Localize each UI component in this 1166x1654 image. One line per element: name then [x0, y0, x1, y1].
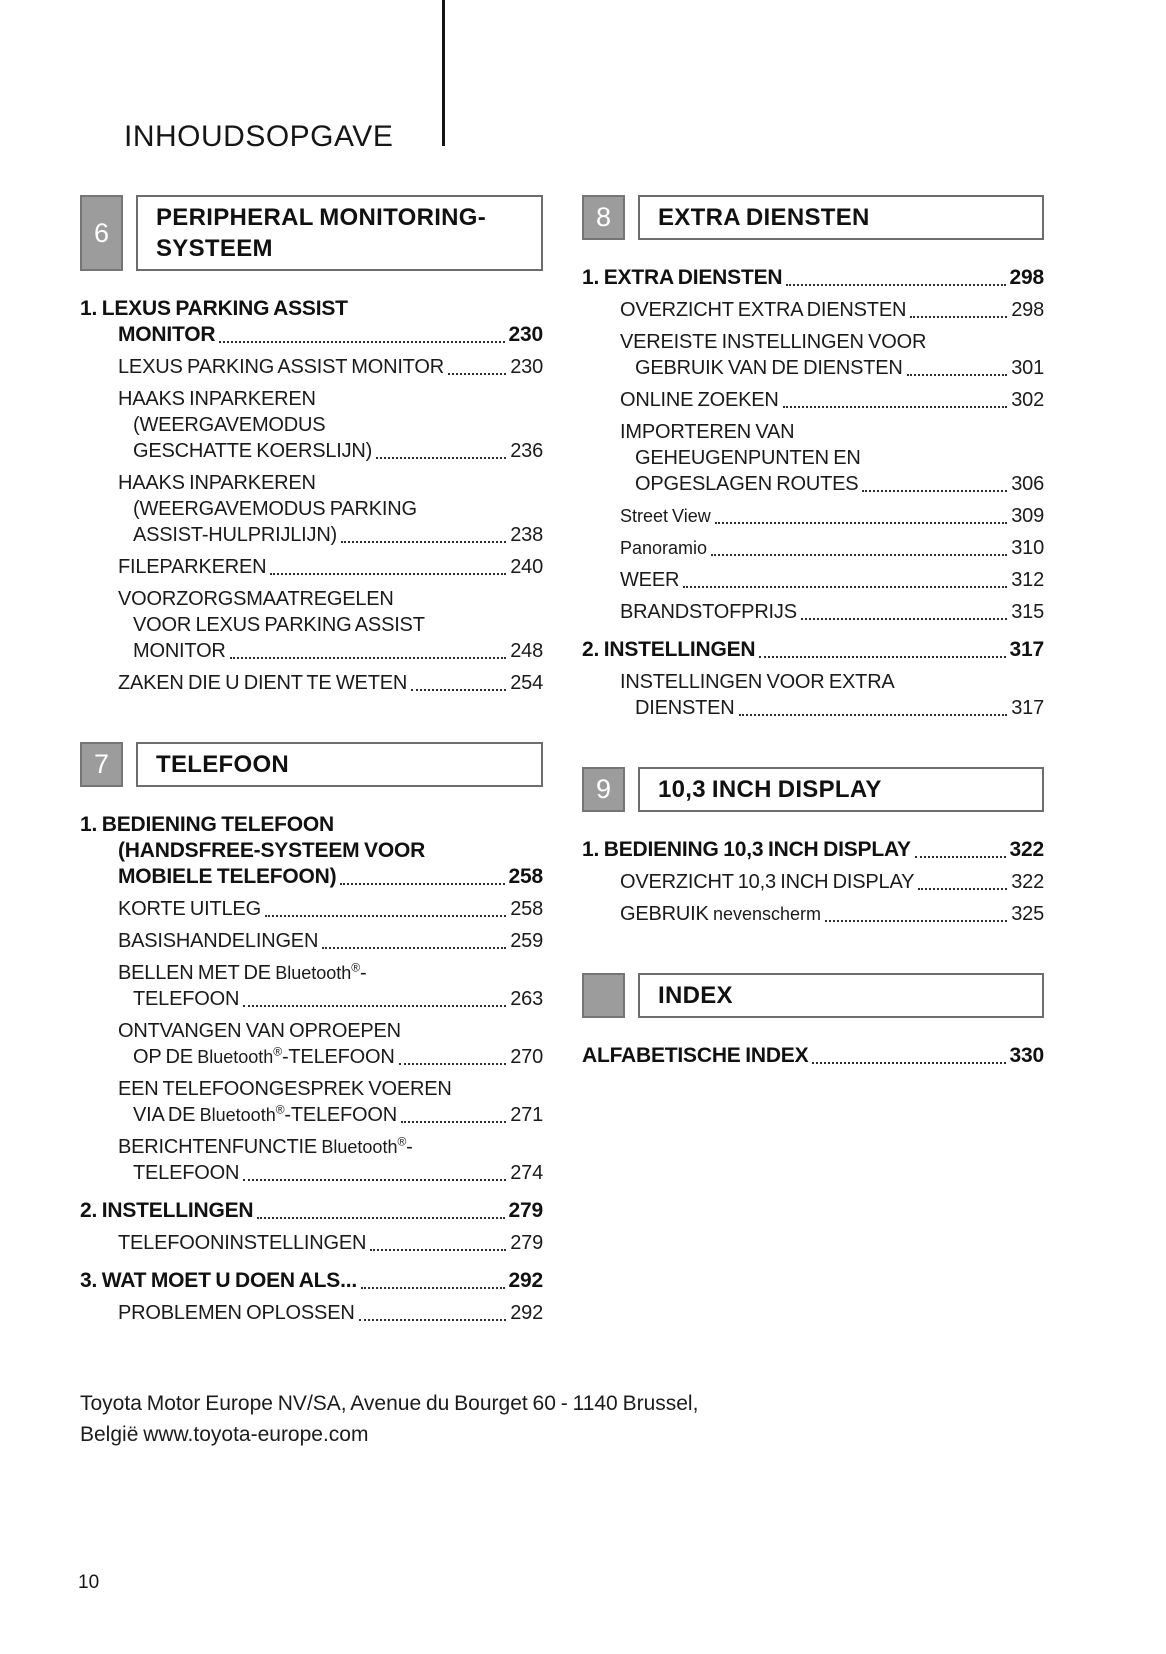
entry-text-segment: BERICHTENFUNCTIE — [118, 1136, 322, 1158]
leader-dots — [370, 1248, 506, 1251]
entry-text-segment: 1. BEDIENING TELEFOON — [80, 813, 334, 836]
entry-page-number: 270 — [510, 1046, 543, 1068]
entry-line — [118, 1134, 543, 1160]
entry-text-segment: VIA DE — [133, 1104, 200, 1126]
entry-text-segment: Bluetooth — [321, 1137, 398, 1157]
section-number-tab: 7 — [80, 742, 123, 787]
entry-text — [582, 1043, 808, 1069]
entry-text-segment: TELEFOON — [133, 1162, 240, 1184]
entry-text-segment: ZAKEN DIE U DIENT TE WETEN — [118, 672, 408, 694]
section-number-tab: 9 — [582, 767, 625, 812]
entry-line — [582, 1043, 1044, 1069]
entry-text-segment: OVERZICHT EXTRA DIENSTEN — [620, 299, 907, 321]
entry-text — [118, 322, 215, 348]
entry-text — [133, 498, 417, 520]
entry-line — [118, 470, 543, 496]
entry-page-number: 236 — [510, 440, 543, 462]
leader-dots — [359, 1318, 507, 1321]
entry-line — [118, 412, 543, 438]
toc-entry — [80, 960, 543, 1012]
entry-line — [620, 695, 1044, 721]
entry-line — [118, 1160, 543, 1186]
entry-text-segment: - — [359, 962, 367, 984]
leader-dots — [786, 283, 1005, 286]
entry-text — [620, 503, 711, 529]
leader-dots — [341, 540, 506, 543]
section-title-box — [136, 195, 543, 271]
leader-dots — [401, 1120, 506, 1123]
entry-text — [620, 599, 797, 625]
entry-text-segment: 1. LEXUS PARKING ASSIST — [80, 297, 348, 320]
entry-page-number: 322 — [1011, 871, 1044, 893]
toc-entry — [582, 599, 1044, 625]
entry-text-segment: VEREISTE INSTELLINGEN VOOR — [620, 331, 927, 353]
entry-text — [582, 837, 911, 863]
leader-dots — [910, 315, 1007, 318]
leader-dots — [243, 1004, 506, 1007]
entry-line — [80, 1268, 543, 1294]
section-title-line: PERIPHERAL MONITORING- — [156, 204, 487, 231]
toc-section — [80, 195, 543, 696]
entry-text-segment: MONITOR — [118, 323, 216, 346]
entry-text — [80, 1268, 357, 1294]
entry-text-segment: DIENSTEN — [635, 697, 735, 719]
entry-text-segment: (WEERGAVEMODUS PARKING — [133, 498, 417, 520]
entry-text-segment: KORTE UITLEG — [118, 898, 261, 920]
entry-text-segment: -TELEFOON — [284, 1104, 398, 1126]
leader-dots — [257, 1216, 504, 1219]
section-blank-tab — [582, 973, 625, 1018]
section-title-line: INDEX — [658, 982, 733, 1009]
entry-page-number: 302 — [1011, 389, 1044, 411]
section-header — [80, 742, 543, 787]
section-title-line: TELEFOON — [156, 751, 290, 778]
entry-text-segment: ASSIST-HULPRIJLIJN) — [133, 524, 338, 546]
entry-text — [118, 864, 336, 890]
entry-line — [620, 355, 1044, 381]
entry-text-segment: WEER — [620, 569, 680, 591]
toc-section — [582, 195, 1044, 721]
entry-text — [133, 638, 226, 664]
entry-text-segment: HAAKS INPARKEREN — [118, 472, 316, 494]
entry-text — [620, 671, 895, 693]
entry-text — [118, 472, 316, 494]
registered-trademark-symbol: ® — [273, 1044, 282, 1059]
entry-text — [635, 355, 903, 381]
entry-text-segment: Street View — [620, 506, 711, 526]
entry-page-number: 238 — [510, 524, 543, 546]
entry-page-number: 259 — [510, 930, 543, 952]
publisher-address-line1: Toyota Motor Europe NV/SA, Avenue du Bourget 60 - 1140 Brussel, — [80, 1392, 699, 1415]
entry-text-segment: TELEFOONINSTELLINGEN — [118, 1232, 367, 1254]
entry-page-number: 298 — [1011, 299, 1044, 321]
entry-text — [133, 414, 325, 436]
entry-line — [620, 901, 1044, 927]
entry-text-segment: BRANDSTOFPRIJS — [620, 601, 797, 623]
entry-text-segment: INSTELLINGEN VOOR EXTRA — [620, 671, 895, 693]
leader-dots — [918, 887, 1007, 890]
toc-entry — [582, 503, 1044, 529]
toc-entry — [80, 1076, 543, 1128]
toc-entry — [582, 329, 1044, 381]
leader-dots — [759, 655, 1005, 658]
entry-line — [620, 445, 1044, 471]
entry-text-segment: BASISHANDELINGEN — [118, 930, 319, 952]
entry-line — [118, 586, 543, 612]
leader-dots — [783, 405, 1008, 408]
toc-entry — [80, 296, 543, 348]
toc-entry — [80, 354, 543, 380]
section-title-box — [638, 973, 1044, 1018]
entry-text — [620, 297, 906, 323]
entry-text-segment: ONLINE ZOEKEN — [620, 389, 779, 411]
entry-text — [620, 535, 707, 561]
leader-dots — [322, 946, 506, 949]
entry-text-segment: MOBIELE TELEFOON) — [118, 865, 337, 888]
entry-line — [620, 471, 1044, 497]
toc-entry — [80, 554, 543, 580]
leader-dots — [907, 373, 1008, 376]
page-title: INHOUDSOPGAVE — [124, 120, 394, 154]
toc-entry — [80, 1018, 543, 1070]
entry-line — [582, 837, 1044, 863]
entry-text — [118, 1136, 413, 1158]
toc-entry — [80, 1268, 543, 1294]
entry-line — [620, 669, 1044, 695]
entry-line — [118, 1044, 543, 1070]
entry-text — [118, 388, 316, 410]
entry-text-segment: - — [406, 1136, 413, 1158]
publisher-address-line2: België www.toyota-europe.com — [80, 1423, 369, 1446]
entry-page-number: 322 — [1009, 838, 1044, 861]
leader-dots — [376, 456, 506, 459]
entry-text-segment: nevenscherm — [712, 904, 822, 924]
registered-trademark-symbol: ® — [351, 960, 360, 975]
entry-page-number: 292 — [508, 1269, 543, 1292]
section-header — [582, 195, 1044, 240]
registered-trademark-symbol: ® — [275, 1102, 285, 1117]
entry-line — [620, 535, 1044, 561]
entry-text-segment: VOORZORGSMAATREGELEN — [118, 588, 394, 610]
toc-entry — [80, 812, 543, 890]
toc-entry — [80, 386, 543, 464]
toc-entry — [582, 869, 1044, 895]
page-number: 10 — [78, 1572, 100, 1593]
section-header — [582, 973, 1044, 1018]
leader-dots — [739, 713, 1008, 716]
toc-entry — [582, 297, 1044, 323]
toc-entry — [80, 896, 543, 922]
entry-line — [582, 265, 1044, 291]
entry-text-segment: GEBRUIK VAN DE DIENSTEN — [635, 357, 903, 379]
leader-dots — [270, 572, 506, 575]
entry-page-number: 292 — [510, 1302, 543, 1324]
entry-page-number: 271 — [510, 1104, 543, 1126]
entry-page-number: 230 — [508, 323, 543, 346]
section-number-tab: 8 — [582, 195, 625, 240]
toc-section — [582, 973, 1044, 1069]
leader-dots — [340, 882, 504, 885]
entry-text-segment: Panoramio — [620, 538, 708, 558]
section-title-box — [136, 742, 543, 787]
section-title-line: SYSTEEM — [156, 235, 273, 262]
entry-text — [118, 1230, 366, 1256]
entry-text — [118, 962, 366, 984]
toc-entry — [582, 265, 1044, 291]
entry-page-number: 230 — [510, 356, 543, 378]
toc-entry — [80, 1230, 543, 1256]
entry-text — [133, 614, 425, 636]
entry-text — [118, 1300, 355, 1326]
entry-text — [582, 637, 755, 663]
entry-line — [118, 354, 543, 380]
entry-text-segment: ONTVANGEN VAN OPROEPEN — [118, 1020, 401, 1042]
entry-text — [118, 554, 266, 580]
leader-dots — [399, 1062, 507, 1065]
entry-line — [620, 297, 1044, 323]
entry-line — [118, 612, 543, 638]
entry-text-segment: GEBRUIK — [620, 903, 713, 925]
entry-page-number: 298 — [1009, 266, 1044, 289]
entry-line — [118, 1102, 543, 1128]
entry-text — [133, 522, 337, 548]
entry-text — [118, 354, 444, 380]
entry-page-number: 317 — [1009, 638, 1044, 661]
entry-text — [635, 447, 861, 469]
entry-text-segment: OVERZICHT 10,3 INCH DISPLAY — [620, 871, 915, 893]
entry-text-segment: (HANDSFREE-SYSTEEM VOOR — [118, 839, 426, 862]
entry-page-number: 301 — [1011, 357, 1044, 379]
entry-line — [118, 554, 543, 580]
entry-text-segment: 1. BEDIENING 10,3 INCH DISPLAY — [582, 838, 911, 861]
toc-section — [582, 767, 1044, 927]
section-number-tab: 6 — [80, 195, 123, 271]
toc-column-left — [80, 195, 543, 1332]
toc-entry — [80, 1300, 543, 1326]
toc-section — [80, 742, 543, 1326]
entry-line — [118, 986, 543, 1012]
entry-text-segment: VOOR LEXUS PARKING ASSIST — [133, 614, 425, 636]
leader-dots — [265, 914, 506, 917]
entry-text-segment: PROBLEMEN OPLOSSEN — [118, 1302, 355, 1324]
entry-text-segment: GEHEUGENPUNTEN EN — [635, 447, 861, 469]
entry-page-number: 306 — [1011, 473, 1044, 495]
entry-page-number: 312 — [1011, 569, 1044, 591]
entry-line — [80, 1198, 543, 1224]
entry-page-number: 254 — [510, 672, 543, 694]
entry-text — [620, 331, 926, 353]
entry-page-number: 258 — [508, 865, 543, 888]
entry-page-number: 317 — [1011, 697, 1044, 719]
entry-line — [118, 522, 543, 548]
entry-line — [80, 864, 543, 890]
entry-text — [80, 1198, 253, 1224]
leader-dots — [715, 521, 1008, 524]
header-divider-rule — [442, 0, 445, 146]
entry-page-number: 279 — [510, 1232, 543, 1254]
entry-text — [133, 986, 239, 1012]
entry-text-segment: BELLEN MET DE — [118, 962, 276, 984]
entry-text — [620, 567, 679, 593]
leader-dots — [230, 656, 507, 659]
toc-entry — [582, 1043, 1044, 1069]
toc-entry — [582, 837, 1044, 863]
leader-dots — [219, 340, 504, 343]
leader-dots — [915, 855, 1006, 858]
toc-entry — [80, 928, 543, 954]
publisher-footer — [80, 1388, 698, 1450]
entry-page-number: 258 — [510, 898, 543, 920]
entry-text — [133, 438, 372, 464]
entry-line — [620, 503, 1044, 529]
entry-text-segment: TELEFOON — [133, 988, 240, 1010]
entry-text — [620, 387, 779, 413]
entry-text-segment: 2. INSTELLINGEN — [80, 1199, 254, 1222]
section-header — [582, 767, 1044, 812]
entry-page-number: 330 — [1009, 1044, 1044, 1067]
leader-dots — [243, 1178, 506, 1181]
entry-text — [118, 839, 425, 862]
toc-entry — [582, 387, 1044, 413]
entry-text — [620, 869, 914, 895]
entry-text-segment: FILEPARKEREN — [118, 556, 267, 578]
entry-text — [133, 1044, 395, 1070]
entry-line — [118, 386, 543, 412]
toc-entry — [80, 470, 543, 548]
entry-line — [620, 419, 1044, 445]
entry-text — [118, 670, 407, 696]
entry-text — [582, 265, 782, 291]
leader-dots — [711, 553, 1007, 556]
entry-text-segment: GESCHATTE KOERSLIJN) — [133, 440, 373, 462]
leader-dots — [448, 372, 506, 375]
section-title-box — [638, 767, 1044, 812]
entry-text-segment: Bluetooth — [197, 1047, 274, 1067]
entry-text-segment: 3. WAT MOET U DOEN ALS... — [80, 1269, 358, 1292]
section-title-line: 10,3 INCH DISPLAY — [658, 776, 882, 803]
entry-line — [118, 928, 543, 954]
entry-page-number: 274 — [510, 1162, 543, 1184]
toc-entry — [582, 567, 1044, 593]
entry-line — [118, 1076, 543, 1102]
section-title-box — [638, 195, 1044, 240]
leader-dots — [411, 688, 506, 691]
toc-column-right — [582, 195, 1044, 1332]
entry-text-segment: OPGESLAGEN ROUTES — [635, 473, 859, 495]
leader-dots — [361, 1286, 505, 1289]
entry-line — [118, 1230, 543, 1256]
toc-entry — [80, 670, 543, 696]
entry-text — [80, 813, 334, 836]
leader-dots — [683, 585, 1007, 588]
entry-page-number: 325 — [1011, 903, 1044, 925]
toc-entry — [582, 901, 1044, 927]
entry-line — [620, 567, 1044, 593]
entry-text — [635, 695, 735, 721]
entry-text — [118, 896, 261, 922]
entry-line — [80, 322, 543, 348]
entry-line — [118, 496, 543, 522]
entry-line — [118, 960, 543, 986]
leader-dots — [812, 1061, 1005, 1064]
entry-text-segment: 1. EXTRA DIENSTEN — [582, 266, 783, 289]
entry-text-segment: Bluetooth — [275, 963, 352, 983]
entry-text — [133, 1160, 239, 1186]
entry-line — [118, 638, 543, 664]
toc-entry — [80, 586, 543, 664]
entry-line — [118, 438, 543, 464]
entry-page-number: 263 — [510, 988, 543, 1010]
entry-text — [620, 421, 794, 443]
entry-line — [620, 329, 1044, 355]
entry-line — [80, 838, 543, 864]
entry-text-segment: Bluetooth — [199, 1105, 276, 1125]
leader-dots — [825, 919, 1007, 922]
toc-entry — [582, 637, 1044, 663]
registered-trademark-symbol: ® — [397, 1134, 407, 1149]
entry-page-number: 310 — [1011, 537, 1044, 559]
entry-text-segment: (WEERGAVEMODUS — [133, 414, 326, 436]
leader-dots — [801, 617, 1007, 620]
entry-line — [80, 296, 543, 322]
entry-text-segment: -TELEFOON — [281, 1046, 395, 1068]
section-title-line: EXTRA DIENSTEN — [658, 204, 870, 231]
leader-dots — [862, 489, 1007, 492]
entry-line — [620, 387, 1044, 413]
entry-line — [118, 1018, 543, 1044]
entry-text-segment: 2. INSTELLINGEN — [582, 638, 756, 661]
entry-text — [118, 588, 394, 610]
entry-line — [80, 812, 543, 838]
entry-line — [582, 637, 1044, 663]
entry-page-number: 315 — [1011, 601, 1044, 623]
entry-text-segment: EEN TELEFOONGESPREK VOEREN — [118, 1078, 452, 1100]
entry-text-segment: MONITOR — [133, 640, 226, 662]
entry-line — [118, 670, 543, 696]
entry-text — [620, 901, 821, 927]
toc-entry — [80, 1198, 543, 1224]
toc-entry — [582, 535, 1044, 561]
entry-line — [118, 896, 543, 922]
entry-text — [80, 297, 348, 320]
entry-page-number: 279 — [508, 1199, 543, 1222]
entry-text-segment: HAAKS INPARKEREN — [118, 388, 316, 410]
entry-text — [133, 1102, 397, 1128]
entry-text-segment: OP DE — [133, 1046, 198, 1068]
entry-text-segment: LEXUS PARKING ASSIST MONITOR — [118, 356, 444, 378]
entry-page-number: 248 — [510, 640, 543, 662]
toc-columns — [80, 195, 1044, 1332]
entry-line — [620, 869, 1044, 895]
entry-text-segment: ALFABETISCHE INDEX — [582, 1044, 809, 1067]
entry-line — [118, 1300, 543, 1326]
entry-text — [118, 928, 318, 954]
entry-text — [118, 1020, 401, 1042]
entry-line — [620, 599, 1044, 625]
toc-entry — [582, 669, 1044, 721]
entry-page-number: 309 — [1011, 505, 1044, 527]
entry-text-segment: IMPORTEREN VAN — [620, 421, 795, 443]
entry-page-number: 240 — [510, 556, 543, 578]
entry-text — [635, 471, 858, 497]
entry-text — [118, 1078, 452, 1100]
toc-entry — [80, 1134, 543, 1186]
toc-entry — [582, 419, 1044, 497]
section-header — [80, 195, 543, 271]
